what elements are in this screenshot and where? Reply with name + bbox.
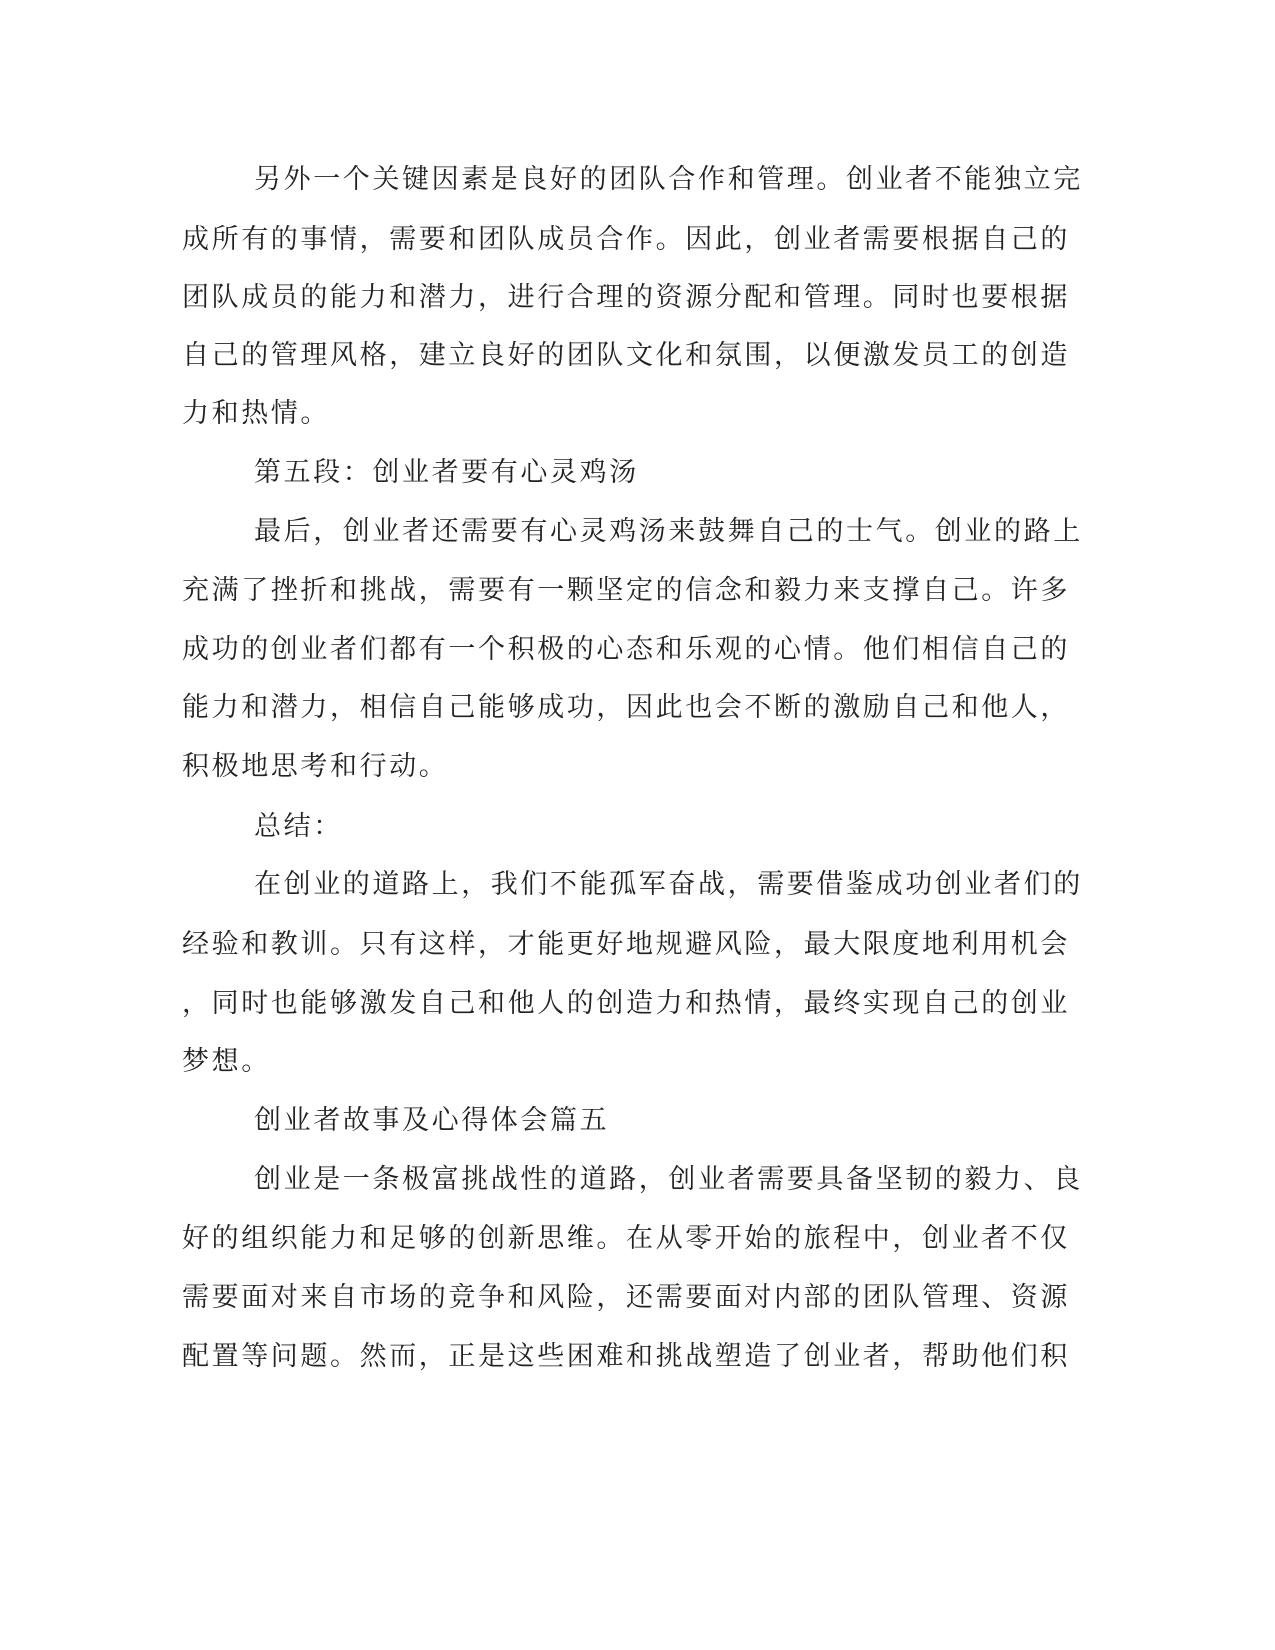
paragraph-line: 最后，创业者还需要有心灵鸡汤来鼓舞自己的士气。创业的路上 bbox=[254, 516, 1083, 547]
section-heading: 第五段：创业者要有心灵鸡汤 bbox=[254, 457, 639, 488]
paragraph-line: 另外一个关键因素是良好的团队合作和管理。创业者不能独立完 bbox=[254, 164, 1083, 195]
paragraph-line: ，同时也能够激发自己和他人的创造力和热情，最终实现自己的创业 bbox=[182, 988, 1070, 1019]
paragraph-line: 创业是一条极富挑战性的道路，创业者需要具备坚韧的毅力、良 bbox=[254, 1164, 1083, 1195]
paragraph-line: 团队成员的能力和潜力，进行合理的资源分配和管理。同时也要根据 bbox=[182, 282, 1070, 313]
paragraph-line: 需要面对来自市场的竞争和风险，还需要面对内部的团队管理、资源 bbox=[182, 1282, 1070, 1313]
paragraph-line: 成功的创业者们都有一个积极的心态和乐观的心情。他们相信自己的 bbox=[182, 634, 1070, 665]
paragraph-line: 梦想。 bbox=[182, 1046, 271, 1077]
paragraph-line: 能力和潜力，相信自己能够成功，因此也会不断的激励自己和他人， bbox=[182, 692, 1070, 723]
paragraph-line: 配置等问题。然而，正是这些困难和挑战塑造了创业者，帮助他们积 bbox=[182, 1341, 1070, 1372]
paragraph-line: 力和热情。 bbox=[182, 398, 330, 429]
paragraph-line: 成所有的事情，需要和团队成员合作。因此，创业者需要根据自己的 bbox=[182, 224, 1070, 255]
paragraph-line: 好的组织能力和足够的创新思维。在从零开始的旅程中，创业者不仅 bbox=[182, 1223, 1070, 1254]
section-heading: 创业者故事及心得体会篇五 bbox=[254, 1105, 610, 1136]
paragraph-line: 经验和教训。只有这样，才能更好地规避风险，最大限度地利用机会 bbox=[182, 929, 1070, 960]
paragraph-line: 充满了挫折和挑战，需要有一颗坚定的信念和毅力来支撑自己。许多 bbox=[182, 575, 1070, 606]
paragraph-line: 积极地思考和行动。 bbox=[182, 751, 449, 782]
section-heading: 总结： bbox=[254, 811, 343, 842]
paragraph-line: 在创业的道路上，我们不能孤军奋战，需要借鉴成功创业者们的 bbox=[254, 869, 1083, 900]
paragraph-line: 自己的管理风格，建立良好的团队文化和氛围，以便激发员工的创造 bbox=[182, 340, 1070, 371]
